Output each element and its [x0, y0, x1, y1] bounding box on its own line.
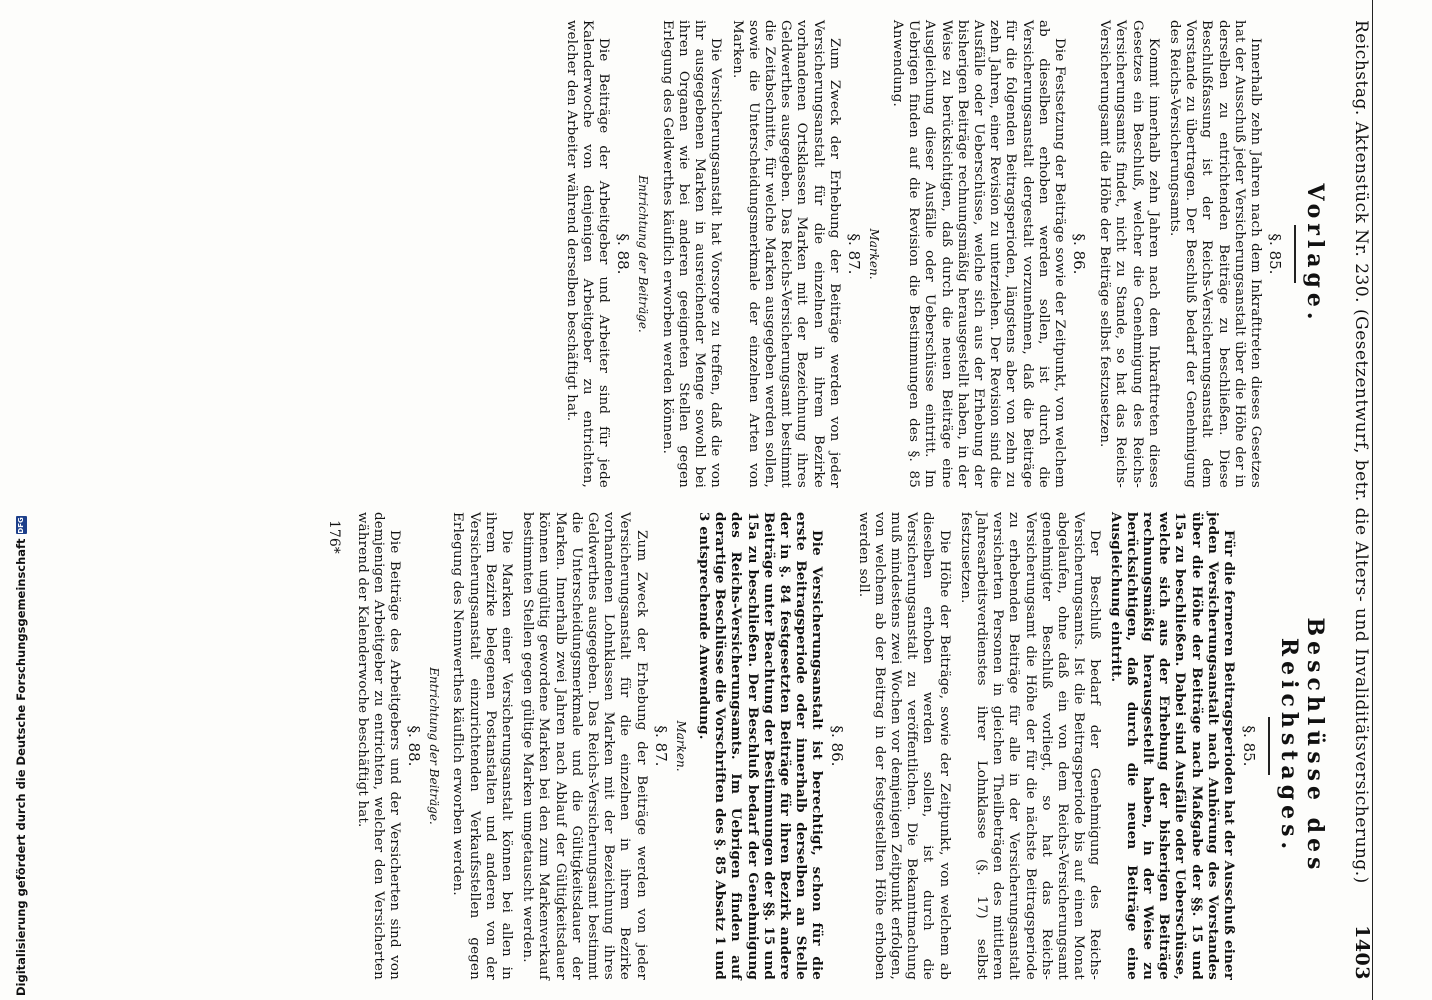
paragraph: Für die ferneren Beitragsperioden hat der Ausschuß einer jeden Versicherungsanstalt nach Anhörung des Vorstandes über die Höhe der Beiträge nach Maßgabe der §§. 15 und 15a zu beschließen. Dabei sind Ausfälle oder Ueberschüsse, welche sich aus der Erhebung der bisherigen Beiträge rechnungsmäßig herausgestellt haben, in der Weise zu berücksichtigen, daß durch die neuen Beiträge eine Ausgleichung eintritt. [1107, 512, 1237, 980]
section [889, 20, 1088, 488]
column-beschluesse [326, 512, 1328, 980]
section [659, 20, 881, 488]
section-heading: §. 88. [405, 725, 424, 767]
paragraph: Zum Zweck der Erhebung der Beiträge werden von jeder Versicherungsanstalt für die einzelnen in ihrem Bezirke vorhandenen Lohnklassen Marken mit der Bezeichnung ihres Geldwerthes ausgegeben. Das Reichs-Versicherungsamt bestimmt die Unterscheidungsmerkmale und die Gültigkeitsdauer der Marken. Innerhalb zwei Jahren nach Ablauf der Gültigkeitsdauer können ungültig gewordene Marken bei den zum Markenverkauf bestimmten Stellen gegen gültige Marken umgetauscht werden. [520, 512, 649, 980]
column-vorlage [326, 20, 1328, 488]
paragraph: Die Beiträge des Arbeitgebers und der Versicherten sind von demjenigen Arbeitgeber zu entrichten, welcher den Versicherten während der Kalenderwoche beschäftigt hat. [354, 512, 403, 980]
section-subheading: Marken. [673, 720, 688, 772]
left-sections [563, 20, 1284, 488]
paragraph: Innerhalb zehn Jahren nach dem Inkrafttreten dieses Gesetzes hat der Ausschuß jeder Versicherungsanstalt über die Höhe der in derselben zu entrichtenden Beiträge zu beschließen. Diese Beschlußfassung ist der Reichs-Versicherungsanstalt dem Vorstande zu übertragen. Der Beschluß bedarf der Genehmigung des Reichs-Versicherungsamts. [1166, 20, 1263, 488]
section-heading: §. 85. [1266, 233, 1284, 275]
paragraph: Die Festsetzung der Beiträge sowie der Zeitpunkt, von welchem ab dieselben erhoben werden sollen, ist durch die Versicherungsanstalt dergestalt vorzunehmen, daß die Beiträge für die folgenden Beitragsperioden, längstens aber von zehn zu zehn Jahren, einer Revision zu unterziehen. Der Revision sind die Ausfälle oder Ueberschüsse, welche sich aus der Erhebung der bisherigen Beiträge rechnungsmäßig herausgestellt haben, in der Weise zu berücksichtigen, daß durch die neuen Beiträge eine Ausgleichung dieser Ausfälle oder Ueberschüsse eintritt. Im Uebrigen finden auf die Revision die Bestimmungen des §. 85 Anwendung. [889, 20, 1067, 488]
paragraph: Die Beiträge der Arbeitgeber und Arbeiter sind für jede Kalenderwoche von denjenigen Arbeitgeber zu entrichten, welcher den Arbeiter während derselben beschäftigt hat. [564, 20, 612, 488]
section [354, 512, 442, 980]
paragraph: Kommt innerhalb zehn Jahren nach dem Inkrafttreten dieses Gesetzes ein Beschluß, welcher die Genehmigung des Reichs-Versicherungsamts findet, nicht zu Stande, so hat das Reichs-Versicherungsamt die Höhe der Beiträge selbst festzusetzen. [1097, 20, 1161, 488]
paragraph: Der Beschluß bedarf der Genehmigung des Reichs-Versicherungsamts. Ist die Beitragsperiode bis auf einen Monat abgelaufen, ohne daß ein von dem Reichs-Versicherungsamt genehmigter Beschluß vorliegt, so hat das Reichs-Versicherungsamt die Höhe der für die nächste Beitragsperiode zu erhebenden Beiträge für alle in der Versicherungsanstalt versicherten Personen in gleichen Theilbeträgen des mittleren Jahresarbeitsverdienstes ihrer Lohnklasse (§. 17) selbst festzusetzen. [957, 512, 1103, 980]
rotated-page-content [81, 0, 1381, 1000]
section-heading: §. 87. [844, 233, 863, 275]
section [1096, 20, 1284, 488]
section [854, 512, 1258, 980]
running-head-title: Reichstag. Aktenstück Nr. 230. (Gesetzentwurf, betr. die Alters- und Invaliditätsversicherung.) [1351, 20, 1371, 884]
section [449, 512, 687, 980]
section-heading: §. 85. [1240, 725, 1258, 767]
digitization-credit [14, 516, 28, 996]
footer-signature-mark: 176* [325, 520, 342, 554]
paragraph: Zum Zweck der Erhebung der Beiträge werden von jeder Versicherungsanstalt für die einzelnen in ihrem Bezirke vorhandenen Ortsklassen Marken mit der Bezeichnung ihres Geldwerthes ausgegeben. Das Reichs-Versicherungsamt bestimmt die Zeitabschnitte, für welche Marken ausgegeben werden sollen, sowie die Unterscheidungsmerkmale der einzelnen Arten von Marken. [729, 20, 842, 488]
column-title-beschluesse: Beschlüsse des Reichstages. [1276, 617, 1328, 875]
section [563, 20, 651, 488]
section-heading: §. 88. [614, 233, 633, 275]
section-heading: §. 86. [828, 725, 847, 767]
section [696, 512, 847, 980]
section-subheading: Entrichtung der Beiträge. [636, 175, 651, 333]
two-column-body [326, 20, 1328, 980]
title-rule [1268, 717, 1270, 775]
section-heading: §. 86. [1069, 233, 1088, 275]
title-rule [1294, 225, 1296, 283]
paragraph: Die Marken einer Versicherungsanstalt können bei allen in ihrem Bezirke belegenen Postanstalten und anderen von der Versicherungsanstalt einzurichtenden Verkaufsstellen gegen Erlegung des Nennwerthes käuflich erworben werden. [450, 512, 515, 980]
credit-text: Digitalisierung gefördert durch die Deutsche Forschungsgemeinschaft [14, 538, 28, 996]
dfg-logo: DFG [16, 517, 25, 534]
page-number: 1403 [1351, 925, 1373, 980]
paragraph: Die Versicherungsanstalt ist berechtigt, schon für die erste Beitragsperiode oder innerhalb derselben an Stelle der in §. 84 festgesetzten Beiträge für ihren Bezirk andere Beiträge unter Beachtung der Bestimmungen der §§. 15 und 15a zu beschließen. Der Beschluß bedarf der Genehmigung des Reichs-Versicherungsamts. Im Uebrigen finden auf derartige Beschlüsse die Vorschriften des §. 85 Absatz 1 und 3 entsprechende Anwendung. [695, 512, 826, 980]
running-head [1342, 20, 1373, 980]
section-subheading: Entrichtung der Beiträge. [427, 667, 442, 825]
paragraph: Die Versicherungsanstalt hat Vorsorge zu treffen, daß die von ihr ausgegebenen Marken in ausreichender Menge sowohl bei ihren Organen wie bei anderen geeigneten Stellen gegen Erlegung des Geldwerthes käuflich erworben werden können. [659, 20, 724, 488]
section-heading: §. 87. [651, 725, 670, 767]
right-sections [354, 512, 1258, 980]
paragraph: Die Höhe der Beiträge, sowie der Zeitpunkt, von welchem ab dieselben erhoben werden sollen, ist durch die Versicherungsanstalt zu veröffentlichen. Die Bekanntmachung muß mindestens zwei Wochen vor demjenigen Zeitpunkt erfolgen, von welchem ab der Beitrag in der festgestellten Höhe erhoben werden soll. [855, 512, 952, 980]
section-subheading: Marken. [866, 228, 881, 280]
column-title-vorlage: Vorlage. [1302, 183, 1328, 325]
